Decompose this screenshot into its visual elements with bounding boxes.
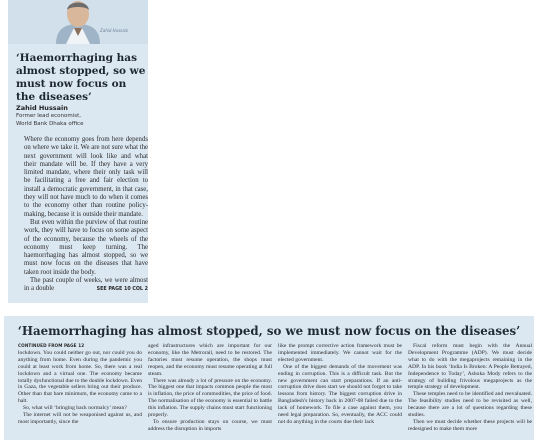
article-column-1 [18,343,142,440]
pull-quote: ‘Haemorrhaging has almost stopped, so we must now focus on the diseases’ [16,52,146,103]
article-paragraph: One of the biggest demands of the movement was ending in corruption. This is a difficult task. But the new government can start preparations. If an anti-corruption drive does start we should not forget to take lessons from history. The biggest corruption drive in Bangladesh's history back in 2007-08 failed due to the lack of homework. To file a case against them, you need legal preparation. So, eventually, the ACC could not do anything in the courts due their lack [278,363,402,425]
article-paragraph: The internet will not be weaponised against us, and most importantly, since the [18,412,142,425]
author-credit [16,104,146,128]
portrait-signature: Zahid Hussain [100,28,129,33]
interview-sidebar [8,0,148,303]
article-paragraph: To ensure production stays on course, we must address the disruption in imports [148,418,272,432]
article-paragraph-text: lockdown. You could neither go out, nor could you do anything from home. Even during the pandemic you could at least work from home. So, there was a real lockdown and a virtual one. The economy became totally dysfunctional due to the double lockdown. Even in Gaza, the vegetable sellers bring out their produce. Other than that bare minimum, the economy came to a halt. [18,349,142,405]
article-column-3 [278,343,402,440]
author-name: Zahid Hussain [16,104,68,112]
author-role-line2: World Bank Dhaka office [16,120,84,127]
article-paragraph: So, what will ‘bringing back normalcy’ mean? [23,405,127,412]
lead-paragraph: But even within the purview of that routine work, they will have to focus on some aspect of the economy, because the wheels of the economy must keep turning. The haemorrhaging has almost stopped, so we must now focus on the diseases that have taken root inside the body. [24,218,148,276]
portrait-illustration [8,0,148,44]
interview-lead-text [24,136,148,295]
article-paragraph [18,343,142,405]
author-role-line1: Former lead economist, [16,113,82,119]
lead-paragraph-text: The past couple of weeks, we were almost in a double [24,277,148,293]
continued-label: CONTINUED FROM PAGE 12 [18,343,85,348]
article-column-4 [408,343,532,440]
article-column-2 [148,343,272,440]
portrait-sketch [8,0,148,44]
lead-paragraph: Where the economy goes from here depends on where we take it. We are not sure what the next government will look like and what their mandate will be. If they have a very limited mandate, where their only task will be facilitating a free and fair election to install a democratic government, in that case, they will not have much to do when it comes to the economy other than routine policy-making, because it is outside their mandate. [24,136,148,218]
see-page-link[interactable]: SEE PAGE 10 COL 2 [96,287,148,293]
lead-paragraph [24,277,148,294]
article-paragraph: Then we must decide whether these projects will be redesigned to make them more [408,418,532,432]
article-paragraph: These temples need to be identified and reevaluated. The feasibility studies need to be revisited as well, because there are a lot of questions regarding these studies. [408,391,532,419]
article-paragraph: Fiscal reform must begin with the Annual Development Programme (ADP). We must decide what to do with the megaprojects remaining in the ADP. In his book ‘India Is Broken: A People Betrayed, Independence to Today’, Ashoka Mody refers to the strategy of building frivolous megaprojects as the temple strategy of development. [408,343,532,391]
continued-article-panel [4,316,534,440]
article-paragraph: aged infrastructures which are important for our economy, like the Metrorail, need to be restored. The factories must resume operation, the shops must reopen, and the economy must resume operating at full steam. [148,343,272,377]
article-headline: ‘Haemorrhaging has almost stopped, so we must now focus on the diseases’ [17,324,521,338]
article-paragraph: like the prompt corrective action framework must be implemented immediately. We cannot wait for the elected government. [278,343,402,363]
article-paragraph: There was already a lot of pressure on the economy. The biggest one that impacts common people the most is inflation, the price of commodities, the price of food. The normalisation of the economy is essential to battle this inflation. The supply chains must start functioning properly. [148,377,272,419]
